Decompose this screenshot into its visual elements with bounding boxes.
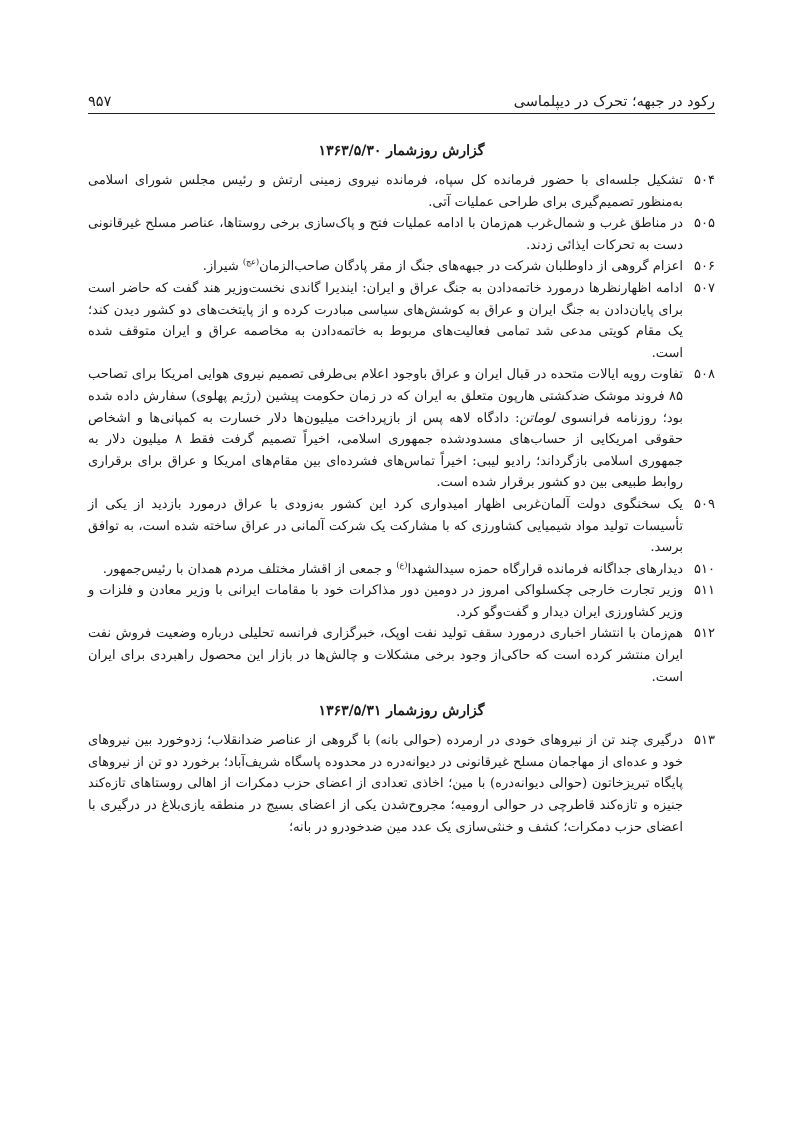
entry-number: ۵۱۰ xyxy=(694,561,715,577)
entry-text-part: و جمعی از اقشار مختلف مردم همدان با رئیس‌جمهور. xyxy=(102,561,397,577)
entry-text: هم‌زمان با انتشار اخباری درمورد سقف تولید نفت اوپک، خبرگزاری فرانسه تحلیلی درباره وضعیت فروش نفت ایران منتشر کرده است که حاکی‌از وجود برخی مشکلات و چالش‌ها در بازار این محصول راهبردی برای ایران است. xyxy=(88,626,683,685)
entry-number: ۵۰۵ xyxy=(694,216,715,232)
entry-number: ۵۰۷ xyxy=(694,280,715,296)
header-divider xyxy=(88,113,715,114)
entry-text xyxy=(88,559,683,581)
entry-text: در مناطق غرب و شمال‌غرب هم‌زمان با ادامه عملیات فتح و پاک‌سازی برخی روستاها، عناصر مسلح غیرقانونی دست به تحرکات ایذائی زدند. xyxy=(88,216,683,253)
entry-510 xyxy=(88,559,715,581)
entry-text-part: تفاوت رویه ایالات متحده در قبال ایران و عراق باوجود اعلام بی‌طرفی تصمیم نیروی هوایی امریکا برای تصاحب ۸۵ فروند موشک ضدکشتی هارپون متعلق به ایران که در زمان حکومت پیشین (رژیم پهلوی) سفارش داده شده بود؛ روزنامه فرانسوی xyxy=(88,367,683,426)
running-header xyxy=(88,86,715,110)
entry-text xyxy=(88,256,683,278)
entry-text xyxy=(88,364,683,494)
entry-509 xyxy=(88,494,715,559)
entry-text: تشکیل جلسه‌ای با حضور فرمانده کل سپاه، فرمانده نیروی زمینی ارتش و رئیس مجلس شورای اسلامی به‌منظور تصمیم‌گیری برای طراحی عملیات آتی. xyxy=(88,173,683,210)
entry-number: ۵۰۶ xyxy=(694,259,715,275)
page-number: ۹۵۷ xyxy=(88,94,112,110)
entry-number: ۵۱۱ xyxy=(694,583,715,599)
honorific-superscript: (عج) xyxy=(242,258,260,268)
entry-text-part: : دادگاه لاهه پس از بازپرداخت میلیون‌ها دلار خسارت به کمپانی‌ها و اشخاص حقوقی امریکایی از حساب‌های مسدودشده جمهوری اسلامی، اخیراً تصمیم گرفت فقط ۸ میلیون دلار به جمهوری اسلامی بازگرداند؛ رادیو لیبی: اخیراً تماس‌های فشرده‌ای بین مقام‌های امریکا و عراق برای برقراری روابط طبیعی بین دو کشور برقرار شده است. xyxy=(88,410,684,491)
entry-508 xyxy=(88,364,715,494)
entry-number: ۵۰۹ xyxy=(694,496,715,512)
entry-text-part: شیراز. xyxy=(202,259,243,275)
newspaper-name: لوماتن xyxy=(519,410,555,426)
entry-505 xyxy=(88,213,715,256)
report-section xyxy=(88,140,715,688)
section-heading: گزارش روزشمار ۱۳۶۳/۵/۳۱ xyxy=(318,703,485,720)
honorific-superscript: (ع) xyxy=(396,560,408,570)
page-body xyxy=(88,140,715,850)
section-heading: گزارش روزشمار ۱۳۶۳/۵/۳۰ xyxy=(318,143,485,159)
entry-text: درگیری چند تن از نیروهای خودی در ارمرده (حوالی بانه) با گروهی از عناصر ضدانقلاب؛ زدوخورد بین نیروهای خود و عده‌ای از مهاجمان مسلح غیرقانونی در دیوانه‌دره در محدوده پاسگاه شریف‌آباد؛ برخورد دو تن از نیروهای پایگاه تبریزخاتون (حوالی دیوانه‌دره) با مین؛ اخاذی تعدادی از اعضای حزب دمکرات از اهالی روستاهای تازه‌کند جنیزه و تازه‌کند قاطرچی در حوالی ارومیه؛ مجروح‌شدن یکی از اعضای بسیج در منطقه یازی‌بلاغ در درگیری با اعضای حزب دمکرات؛ کشف و خنثی‌سازی یک عدد مین ضدخودرو در بانه؛ xyxy=(88,733,683,835)
entry-512 xyxy=(88,623,715,688)
entry-511 xyxy=(88,580,715,623)
entry-number: ۵۱۳ xyxy=(694,733,715,749)
entry-number: ۵۰۸ xyxy=(694,367,715,383)
entry-507 xyxy=(88,278,715,364)
running-header-title: رکود در جبهه؛ تحرک در دیپلماسی xyxy=(513,94,715,110)
entry-513 xyxy=(88,730,715,838)
report-section xyxy=(88,700,715,838)
entry-504 xyxy=(88,170,715,213)
entry-text: ادامه اظهارنظرها درمورد خاتمه‌دادن به جنگ عراق و ایران: ایندیرا گاندی نخست‌وزیر هند گفت که حاضر است برای پایان‌دادن به جنگ ایران و عراق به کوشش‌های سیاسی مبادرت کرده و از پایتخت‌های دو کشور دیدن کند؛ یک مقام کویتی مدعی شد تمامی فعالیت‌های مربوط به خاتمه‌دادن به مخاصمه عراق و ایران متوقف شده است. xyxy=(88,280,683,361)
entry-number: ۵۰۴ xyxy=(694,173,715,188)
entry-506 xyxy=(88,256,715,278)
entry-number: ۵۱۲ xyxy=(694,626,715,642)
entry-text: وزیر تجارت خارجی چکسلواکی امروز در دومین دور مذاکرات خود با مقامات ایرانی با وزیر معادن و فلزات و وزیر کشاورزی ایران دیدار و گفت‌وگو کرد. xyxy=(88,583,683,620)
entry-text-part: دیدارهای جداگانه فرمانده قرارگاه حمزه سیدالشهدا xyxy=(407,561,683,577)
entry-text-part: اعزام گروهی از داوطلبان شرکت در جبهه‌های جنگ از مقر پادگان صاحب‌الزمان xyxy=(259,259,683,275)
entry-text: یک سخنگوی دولت آلمان‌غربی اظهار امیدواری کرد این کشور به‌زودی با عراق درمورد بازدید از یکی از تأسیسات تولید مواد شیمیایی کشاورزی که با مشارکت یک شرکت آلمانی در عراق ساخته شده است، به توافق برسد. xyxy=(88,496,683,556)
